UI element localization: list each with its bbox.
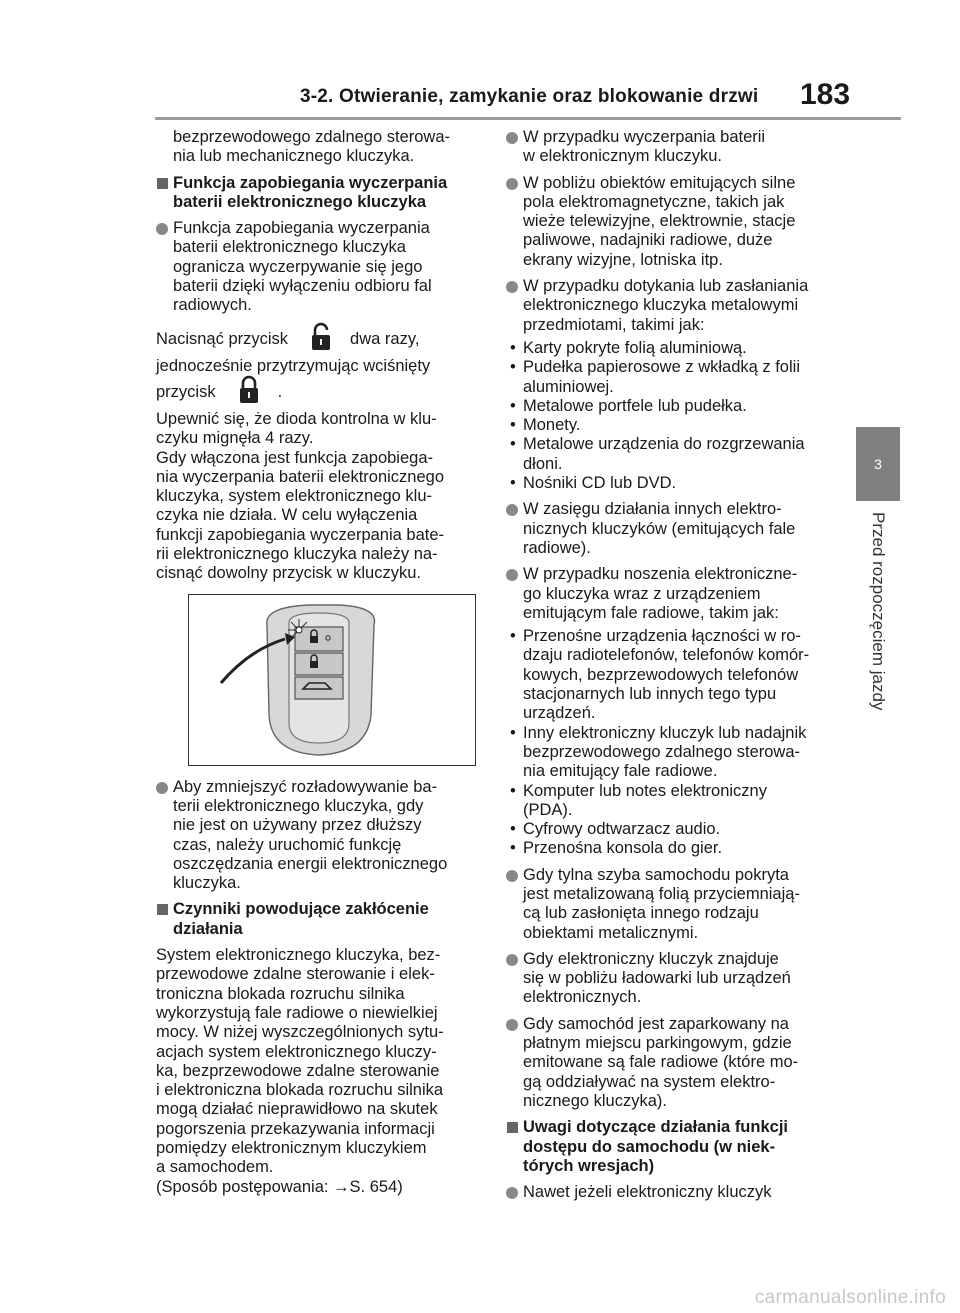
section-heading bbox=[156, 174, 478, 213]
text-line: i elektroniczna blokada rozruchu silnika bbox=[156, 1081, 444, 1100]
text-line: emitującym fale radiowe, takim jak: bbox=[523, 603, 779, 622]
text-line: jest metalizowaną folią przyciemniają- bbox=[523, 884, 800, 903]
text-line: tórych wresjach) bbox=[523, 1156, 655, 1175]
bullet-dot-icon: • bbox=[510, 839, 516, 858]
watermark: carmanualsonline.info bbox=[754, 1287, 946, 1308]
bullet-dot-icon: • bbox=[510, 338, 516, 357]
bullet-item bbox=[506, 500, 836, 558]
text-line: dzaju radiotelefonów, telefonów komór- bbox=[523, 646, 810, 665]
text-line: czyku mignęła 4 razy. bbox=[156, 429, 314, 448]
text-line: czyka nie działa. W celu wyłączenia bbox=[156, 506, 418, 525]
list-item bbox=[506, 627, 836, 723]
text-line: dostępu do samochodu (w niek- bbox=[523, 1137, 776, 1156]
bullet-dot-icon: • bbox=[510, 781, 516, 800]
key-fob-drawing bbox=[189, 595, 475, 765]
bullet-dot-icon: • bbox=[510, 474, 516, 493]
text-line: pogorszenia przekazywania informacji bbox=[156, 1119, 435, 1138]
text-line: Komputer lub notes elektroniczny bbox=[523, 781, 767, 800]
lock-button-icon bbox=[238, 375, 260, 410]
text-line: baterii dzięki wyłączeniu odbioru fal bbox=[173, 277, 432, 296]
text-line: Gdy elektroniczny kluczyk znajduje bbox=[523, 949, 779, 968]
text-line: oszczędzania energii elektronicznego bbox=[173, 854, 448, 873]
bullet-dot-icon: • bbox=[510, 820, 516, 839]
bullet-item bbox=[506, 950, 836, 1008]
text-line: mocy. W niżej wyszczególnionych sytu- bbox=[156, 1023, 444, 1042]
text-line: pomiędzy elektronicznym kluczykiem bbox=[156, 1138, 427, 1157]
text-line: (Sposób postępowania: →S. 654) bbox=[156, 1177, 403, 1196]
text-line: dłoni. bbox=[523, 454, 563, 473]
text-line: Funkcja zapobiegania wyczerpania bbox=[173, 173, 448, 192]
text-line: Pudełka papierosowe z wkładką z folii bbox=[523, 358, 800, 377]
header-title: 3-2. Otwieranie, zamykanie oraz blokowanie drzwi bbox=[300, 86, 759, 107]
text-line: System elektronicznego kluczyka, bez- bbox=[156, 946, 441, 965]
text-line: W przypadku noszenia elektroniczne- bbox=[523, 565, 798, 584]
text-line: działania bbox=[173, 919, 243, 938]
text-line: Metalowe portfele lub pudełka. bbox=[523, 396, 747, 415]
text-line: funkcji zapobiegania wyczerpania bate- bbox=[156, 525, 445, 544]
text-line: Nośniki CD lub DVD. bbox=[523, 474, 677, 493]
square-bullet-icon bbox=[157, 178, 168, 189]
key-fob-illustration bbox=[188, 594, 476, 766]
bullet-item bbox=[506, 174, 836, 270]
text-line: się w pobliżu ładowarki lub urządzeń bbox=[523, 969, 791, 988]
text-line: ekrany wizyjne, lotniska itp. bbox=[523, 250, 723, 269]
bullet-dot-icon: • bbox=[510, 627, 516, 646]
text-line: Aby zmniejszyć rozładowywanie ba- bbox=[173, 777, 438, 796]
text-line: W przypadku wyczerpania baterii bbox=[523, 128, 766, 146]
text-line: Metalowe urządzenia do rozgrzewania bbox=[523, 435, 805, 454]
paragraph bbox=[156, 946, 478, 1197]
text-line: Uwagi dotyczące działania funkcji bbox=[523, 1118, 788, 1137]
text-line: w elektronicznym kluczyku. bbox=[523, 147, 722, 166]
text-line: nicznych kluczyków (emitujących fale bbox=[523, 519, 796, 538]
text-line: mogą działać nieprawidłowo na skutek bbox=[156, 1100, 438, 1119]
circle-bullet-icon bbox=[506, 1019, 518, 1031]
text-line: obiektami metalicznymi. bbox=[523, 923, 699, 942]
list-item bbox=[506, 416, 836, 435]
text-line: kluczyka, system elektronicznego klu- bbox=[156, 487, 433, 506]
text-line: rii elektronicznego kluczyka należy na- bbox=[156, 545, 438, 564]
bullet-item bbox=[506, 565, 836, 623]
bullet-dot-icon: • bbox=[510, 435, 516, 454]
text-line: Upewnić się, że dioda kontrolna w klu- bbox=[156, 409, 437, 428]
text-line: Monety. bbox=[523, 416, 581, 435]
text-line: przedmiotami, takimi jak: bbox=[523, 315, 705, 334]
list-item bbox=[506, 724, 836, 782]
text-line: Czynniki powodujące zakłócenie bbox=[173, 900, 429, 919]
square-bullet-icon bbox=[507, 1122, 518, 1133]
circle-bullet-icon bbox=[506, 281, 518, 293]
paragraph bbox=[156, 410, 478, 584]
dash-list bbox=[506, 339, 836, 493]
text-line: stacjonarnych lub innych tego typu bbox=[523, 685, 777, 704]
bullet-item bbox=[506, 1015, 836, 1111]
list-item bbox=[506, 397, 836, 416]
text-line: elektronicznych. bbox=[523, 988, 642, 1007]
text-line: aluminiowej. bbox=[523, 377, 614, 396]
text-line: troniczna blokada rozruchu silnika bbox=[156, 984, 405, 1003]
text-line: baterii elektronicznego kluczyka bbox=[173, 192, 427, 211]
text-line: płatnym miejscu parkingowym, gdzie bbox=[523, 1034, 792, 1053]
bullet-item bbox=[506, 866, 836, 943]
text-line: pola elektromagnetyczne, takich jak bbox=[523, 192, 785, 211]
circle-bullet-icon bbox=[506, 569, 518, 581]
circle-bullet-icon bbox=[506, 132, 518, 144]
text-line: Inny elektroniczny kluczyk lub nadajnik bbox=[523, 723, 807, 742]
text-line: wykorzystują fale radiowe o niewielkiej bbox=[156, 1003, 438, 1022]
text-line: nia wyczerpania baterii elektronicznego bbox=[156, 467, 444, 486]
text-line: W pobliżu obiektów emitujących silne bbox=[523, 173, 796, 192]
text-line: radiowe). bbox=[523, 538, 591, 557]
press-instruction: Nacisnąć przycisk dwa razy, bbox=[156, 323, 478, 357]
right-column bbox=[506, 128, 836, 1209]
circle-bullet-icon bbox=[506, 870, 518, 882]
list-item bbox=[506, 839, 836, 858]
unlock-button-icon bbox=[310, 322, 332, 357]
text-line: bezprzewodowego zdalnego sterowa- bbox=[173, 128, 451, 146]
text-line: kluczyka. bbox=[173, 874, 241, 893]
text-line: go kluczyka wraz z urządzeniem bbox=[523, 584, 761, 603]
text-line: bezprzewodowego zdalnego sterowa- bbox=[523, 742, 801, 761]
dash-list bbox=[506, 627, 836, 859]
text-line: Cyfrowy odtwarzacz audio. bbox=[523, 820, 721, 839]
chapter-title: Przed rozpoczęciem jazdy bbox=[869, 512, 888, 711]
text-line: ka, bezprzewodowe zdalne sterowanie bbox=[156, 1061, 440, 1080]
text-line: cą lub zasłonięta innego rodzaju bbox=[523, 904, 759, 923]
page-number: 183 bbox=[800, 78, 851, 111]
text-line: acjach system elektronicznego kluczy- bbox=[156, 1042, 437, 1061]
text-line: Przenośne urządzenia łączności w ro- bbox=[523, 627, 801, 646]
chapter-tab: 3 bbox=[856, 427, 900, 501]
text-line: ogranicza wyczerpywanie się jego bbox=[173, 257, 423, 276]
text-line: czas, należy uruchomić funkcję bbox=[173, 835, 402, 854]
bullet-dot-icon: • bbox=[510, 396, 516, 415]
paragraph bbox=[156, 128, 478, 167]
circle-bullet-icon bbox=[506, 178, 518, 190]
bullet-item bbox=[506, 128, 836, 167]
press-instruction-button: przycisk . bbox=[156, 376, 478, 410]
bullet-item bbox=[506, 1183, 836, 1202]
text-line: W przypadku dotykania lub zasłaniania bbox=[523, 277, 809, 296]
text-line: gą oddziaływać na system elektro- bbox=[523, 1072, 776, 1091]
text-line: terii elektronicznego kluczyka, gdy bbox=[173, 796, 424, 815]
text-line: Nawet jeżeli elektroniczny kluczyk bbox=[523, 1183, 772, 1202]
text-line: Gdy tylna szyba samochodu pokryta bbox=[523, 865, 789, 884]
text-line: nia lub mechanicznego kluczyka. bbox=[173, 147, 415, 166]
list-item bbox=[506, 782, 836, 821]
list-item bbox=[506, 474, 836, 493]
bullet-dot-icon: • bbox=[510, 358, 516, 377]
text-line: urządzeń. bbox=[523, 704, 596, 723]
list-item bbox=[506, 339, 836, 358]
circle-bullet-icon bbox=[506, 504, 518, 516]
circle-bullet-icon bbox=[506, 1187, 518, 1199]
text-line: radiowych. bbox=[173, 296, 252, 315]
text-line: W zasięgu działania innych elektro- bbox=[523, 500, 782, 519]
text-line: Gdy samochód jest zaparkowany na bbox=[523, 1014, 789, 1033]
text-line: nia emitujący fale radiowe. bbox=[523, 762, 718, 781]
bullet-item bbox=[506, 277, 836, 335]
text-line: Gdy włączona jest funkcja zapobiega- bbox=[156, 448, 433, 467]
circle-bullet-icon bbox=[506, 954, 518, 966]
list-item bbox=[506, 358, 836, 397]
press-instruction-cont: jednocześnie przytrzymując wciśnięty bbox=[156, 356, 431, 375]
bullet-dot-icon: • bbox=[510, 416, 516, 435]
circle-bullet-icon bbox=[156, 782, 168, 794]
text-line: Karty pokryte folią aluminiową. bbox=[523, 338, 747, 357]
text-line: emitowane są fale radiowe (które mo- bbox=[523, 1053, 799, 1072]
bullet-dot-icon: • bbox=[510, 723, 516, 742]
text-line: paliwowe, nadajniki radiowe, duże bbox=[523, 231, 773, 250]
list-item bbox=[506, 435, 836, 474]
text-line: baterii elektronicznego kluczyka bbox=[173, 238, 406, 257]
text-line: przewodowe zdalne sterowanie i elek- bbox=[156, 965, 435, 984]
list-item bbox=[506, 820, 836, 839]
bullet-item bbox=[156, 219, 478, 315]
text-line: wieże telewizyjne, elektrownie, stacje bbox=[523, 212, 796, 231]
section-heading bbox=[506, 1118, 836, 1176]
text-line: a samochodem. bbox=[156, 1158, 274, 1177]
text-line: nicznego kluczyka). bbox=[523, 1091, 667, 1110]
left-column bbox=[156, 128, 478, 1204]
text-line: Funkcja zapobiegania wyczerpania bbox=[173, 219, 430, 238]
text-line: nie jest on używany przez dłuższy bbox=[173, 816, 422, 835]
text-line: Przenośna konsola do gier. bbox=[523, 839, 723, 858]
text-line: elektronicznego kluczyka metalowymi bbox=[523, 296, 799, 315]
bullet-item bbox=[156, 778, 478, 894]
header-rule bbox=[155, 117, 901, 120]
text-line: (PDA). bbox=[523, 800, 573, 819]
text-line: kowych, bezprzewodowych telefonów bbox=[523, 665, 799, 684]
section-heading bbox=[156, 900, 478, 939]
square-bullet-icon bbox=[157, 904, 168, 915]
circle-bullet-icon bbox=[156, 223, 168, 235]
text-line: cisnąć dowolny przycisk w kluczyku. bbox=[156, 564, 421, 583]
